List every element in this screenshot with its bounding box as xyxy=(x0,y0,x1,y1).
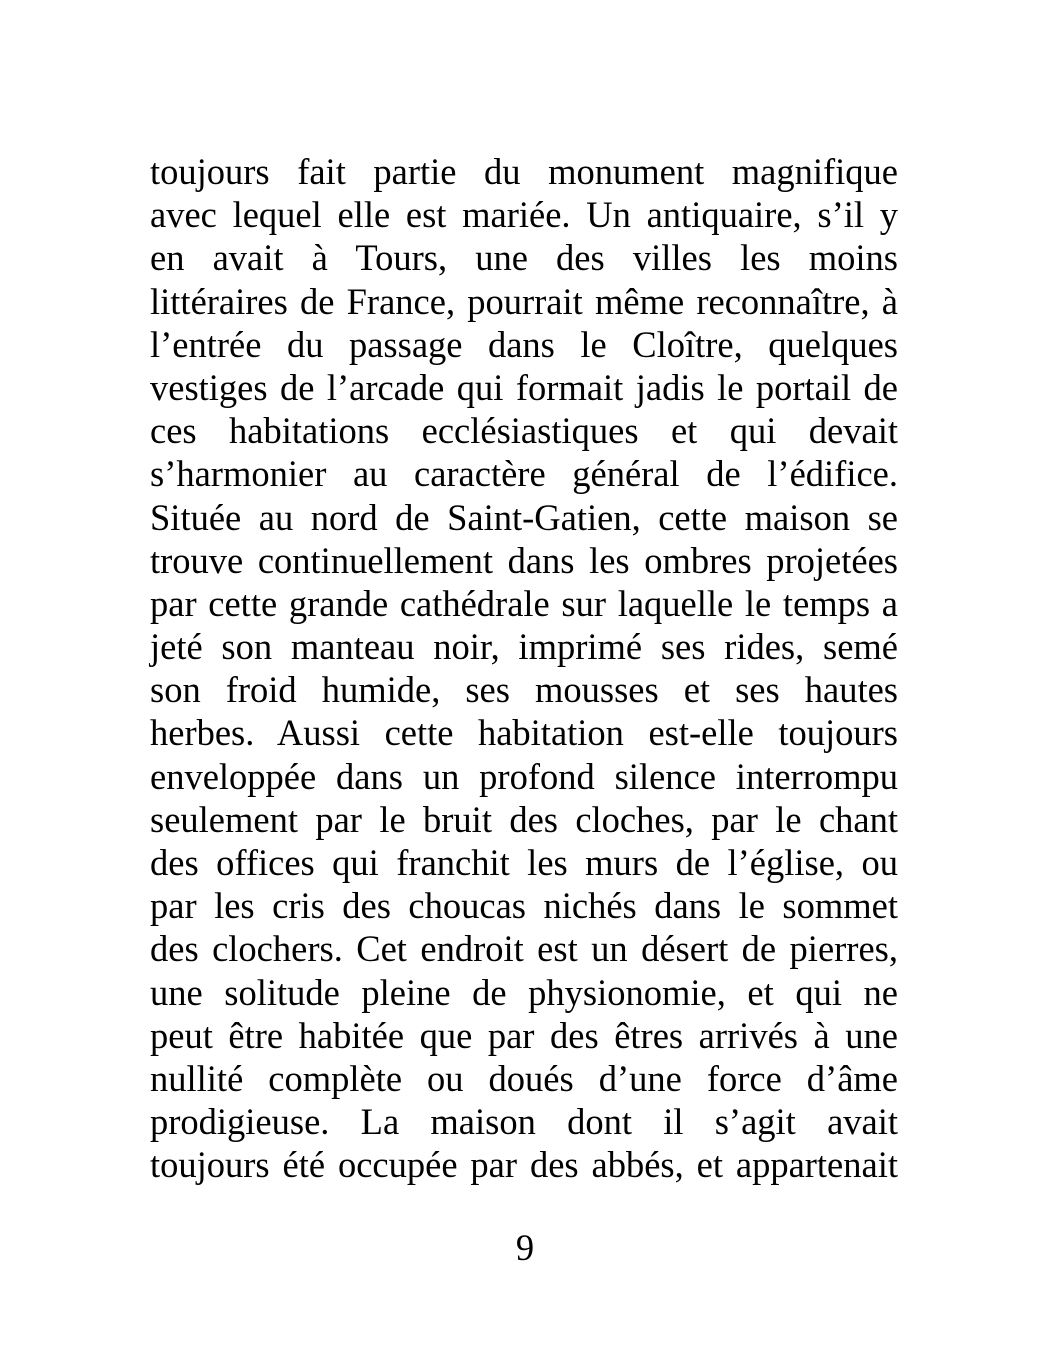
text-line: Située au nord de Saint-Gatien, cette maison se xyxy=(150,496,898,538)
text-line: peut être habitée que par des êtres arrivés à une xyxy=(150,1014,898,1056)
text-line: des offices qui franchit les murs de l’église, ou xyxy=(150,842,898,883)
text-line: en avait à Tours, une des villes les moins xyxy=(150,237,898,279)
text-line: vestiges de l’arcade qui formait jadis le portail de xyxy=(150,366,898,408)
text-line: toujours fait partie du monument magnifique xyxy=(150,151,898,192)
text-line: une solitude pleine de physionomie, et qui ne xyxy=(150,971,898,1013)
text-line: son froid humide, ses mousses et ses hautes xyxy=(150,669,898,711)
text-line: toujours été occupée par des abbés, et appartenait xyxy=(150,1144,898,1186)
text-line: l’entrée du passage dans le Cloître, quelques xyxy=(150,323,898,365)
text-line: trouve continuellement dans les ombres projetées xyxy=(150,539,898,581)
text-line: s’harmonier au caractère général de l’édifice. xyxy=(150,453,898,495)
text-line: herbes. Aussi cette habitation est-elle toujours xyxy=(150,712,898,754)
text-line: enveloppée dans un profond silence interrompu xyxy=(150,755,898,797)
text-line: ces habitations ecclésiastiques et qui devait xyxy=(150,410,898,452)
text-line: littéraires de France, pourrait même reconnaître, à xyxy=(150,280,898,322)
text-line: jeté son manteau noir, imprimé ses rides, semé xyxy=(150,626,898,668)
text-line: par les cris des choucas nichés dans le sommet xyxy=(150,885,898,927)
text-line: avec lequel elle est mariée. Un antiquaire, s’il y xyxy=(150,194,898,236)
text-line: par cette grande cathédrale sur laquelle le temps a xyxy=(150,582,898,624)
text-line: des clochers. Cet endroit est un désert de pierres, xyxy=(150,928,898,970)
page-number: 9 xyxy=(515,1227,535,1268)
text-line: seulement par le bruit des cloches, par le chant xyxy=(150,798,898,840)
body-text xyxy=(150,150,898,1187)
text-line: nullité complète ou doués d’une force d’âme xyxy=(150,1057,898,1099)
text-line: prodigieuse. La maison dont il s’agit avait xyxy=(150,1101,898,1143)
